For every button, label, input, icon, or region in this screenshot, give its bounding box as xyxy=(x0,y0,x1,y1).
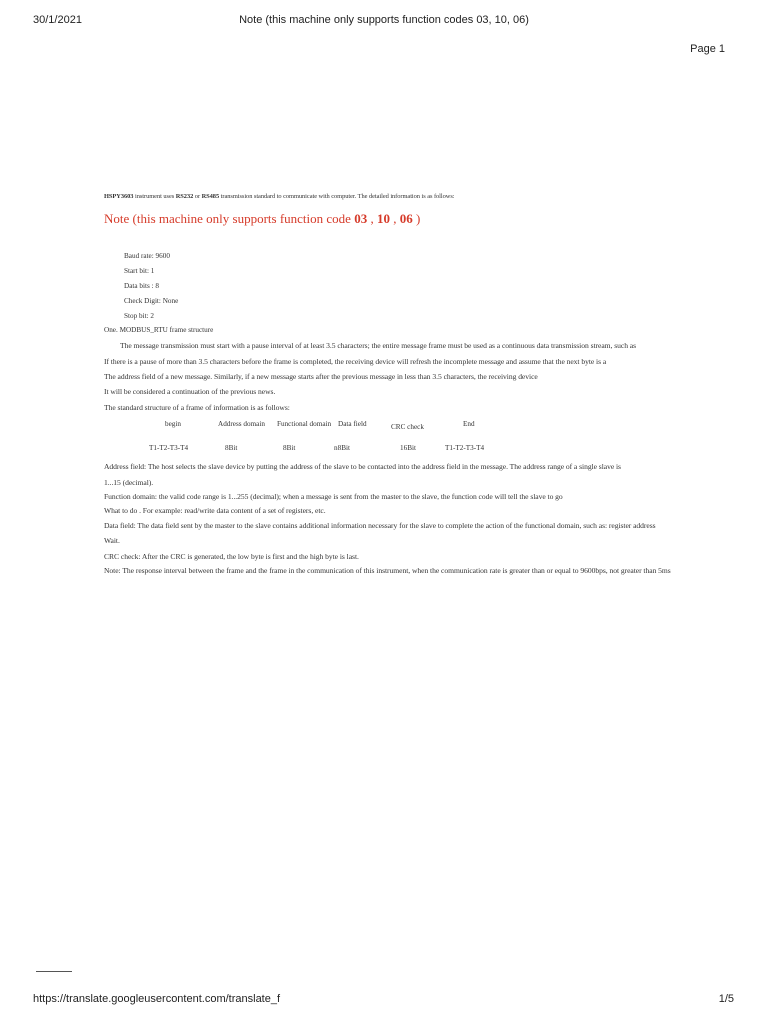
table-cell-end: T1-T2-T3-T4 xyxy=(445,444,485,452)
table-cell-function: 8Bit xyxy=(283,444,296,452)
model-name: HSPY3603 xyxy=(104,193,134,200)
note-separator: , xyxy=(389,211,400,226)
body-paragraph: The address field of a new message. Similarly, if a new message starts after the previous message in less than 3.5 characters, the receiving device xyxy=(104,372,538,381)
table-cell-begin: T1-T2-T3-T4 xyxy=(149,444,189,452)
print-title: Note (this machine only supports function codes 03, 10, 06) xyxy=(239,14,529,26)
print-date: 30/1/2021 xyxy=(33,14,82,26)
intro-text: instrument uses xyxy=(133,193,176,200)
note-separator: , xyxy=(367,211,377,226)
print-page-count: 1/5 xyxy=(718,993,734,1005)
table-cell-data: n8Bit xyxy=(334,444,350,452)
note-code: 06 xyxy=(399,211,413,226)
footnote-divider xyxy=(36,971,72,972)
function-code-note xyxy=(104,211,420,227)
table-cell-crc: 16Bit xyxy=(400,444,416,452)
description-line: 1...15 (decimal). xyxy=(104,478,154,487)
setting-start-bit: Start bit: 1 xyxy=(124,267,155,275)
table-header-address: Address domain xyxy=(218,420,265,428)
description-line: CRC check: After the CRC is generated, the low byte is first and the high byte is last. xyxy=(104,552,359,561)
note-text: Note (this machine only supports function code xyxy=(104,211,355,226)
rs232-label: RS232 xyxy=(175,193,194,200)
section-heading: One. MODBUS_RTU frame structure xyxy=(104,326,214,334)
table-header-crc: CRC check xyxy=(391,423,424,431)
setting-baud-rate: Baud rate: 9600 xyxy=(124,252,170,260)
body-paragraph: The message transmission must start with a pause interval of at least 3.5 characters; the entire message frame must be used as a continuous data transmission stream, such as xyxy=(120,341,637,350)
intro-text: transmission standard to communicate with computer. The detailed information is as follows: xyxy=(219,193,455,200)
page-label: Page 1 xyxy=(690,43,725,55)
setting-data-bits: Data bits : 8 xyxy=(124,282,159,290)
note-text: ) xyxy=(412,211,421,226)
body-paragraph: It will be considered a continuation of the previous news. xyxy=(104,387,276,396)
note-code: 03 xyxy=(354,211,368,226)
description-line: Wait. xyxy=(104,536,120,545)
setting-stop-bit: Stop bit: 2 xyxy=(124,312,154,320)
print-url: https://translate.googleusercontent.com/translate_f xyxy=(33,993,281,1005)
body-paragraph: If there is a pause of more than 3.5 characters before the frame is completed, the receiving device will refresh the incomplete message and assume that the next byte is a xyxy=(104,357,607,366)
rs485-label: RS485 xyxy=(201,193,220,200)
description-line: What to do . For example: read/write data content of a set of registers, etc. xyxy=(104,506,326,515)
table-cell-address: 8Bit xyxy=(225,444,238,452)
body-paragraph: The standard structure of a frame of information is as follows: xyxy=(104,403,290,412)
table-header-function: Functional domain xyxy=(277,420,332,428)
table-header-begin: begin xyxy=(165,420,181,428)
setting-check-digit: Check Digit: None xyxy=(124,297,179,305)
intro-text: or xyxy=(193,193,202,200)
description-line: Data field: The data field sent by the master to the slave contains additional information necessary for the slave to complete the action of the functional domain, such as: register address xyxy=(104,521,656,530)
table-header-end: End xyxy=(463,420,475,428)
description-line: Address field: The host selects the slave device by putting the address of the slave to be contacted into the address field in the message. The address range of a single slave is xyxy=(104,462,621,471)
description-line: Function domain: the valid code range is 1...255 (decimal); when a message is sent from the master to the slave, the function code will tell the slave to go xyxy=(104,492,563,501)
table-header-data: Data field xyxy=(338,420,367,428)
description-line: Note: The response interval between the frame and the frame in the communication of this instrument, when the communication rate is greater than or equal to 9600bps, not greater than 5ms xyxy=(104,566,671,575)
note-code: 10 xyxy=(376,211,390,226)
intro-line xyxy=(104,193,455,200)
